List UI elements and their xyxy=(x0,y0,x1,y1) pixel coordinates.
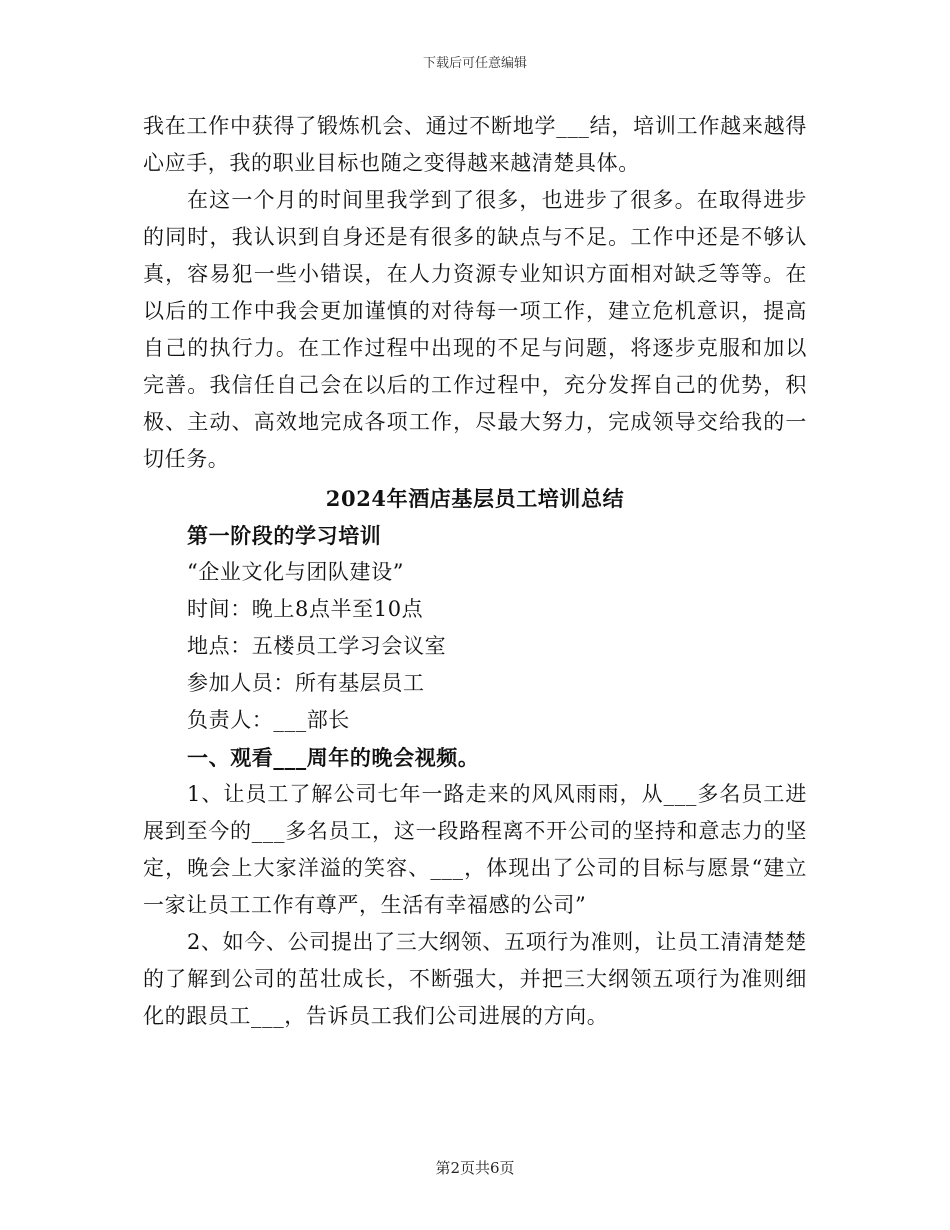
paragraph-1-line-1: 我在工作中获得了锻炼机会、通过不断地学___结，培训工作越来越得 xyxy=(143,114,807,138)
paragraph-2-line-7: 极、主动、高效地完成各项工作，尽最大努力，完成领导交给我的一 xyxy=(143,410,807,434)
training-place: 地点：五楼员工学习会议室 xyxy=(187,634,447,658)
item-2-line-1: 2、如今、公司提出了三大纲领、五项行为准则，让员工清清楚楚 xyxy=(187,930,807,954)
training-time: 时间：晚上8点半至10点 xyxy=(187,597,424,621)
item-2-line-2: 的了解到公司的茁壮成长，不断强大，并把三大纲领五项行为准则细 xyxy=(143,967,807,991)
training-theme: “企业文化与团队建设” xyxy=(187,560,405,584)
document-body xyxy=(143,108,807,1035)
item-1-line-1: 1、让员工了解公司七年一路走来的风风雨雨，从___多名员工进 xyxy=(187,782,807,806)
paragraph-2-line-2: 的同时，我认识到自身还是有很多的缺点与不足。工作中还是不够认 xyxy=(143,225,807,249)
section-1-heading: 一、观看___周年的晚会视频。 xyxy=(187,745,480,770)
paragraph-2-line-1: 在这一个月的时间里我学到了很多，也进步了很多。在取得进步 xyxy=(187,188,807,212)
item-2-line-3: 化的跟员工___，告诉员工我们公司进展的方向。 xyxy=(143,1004,609,1028)
page-header: 下载后可任意编辑 xyxy=(422,56,527,71)
paragraph-1-line-2: 心应手，我的职业目标也随之变得越来越清楚具体。 xyxy=(143,151,640,175)
item-1-line-2: 展到至今的___多名员工，这一段路程离不开公司的坚持和意志力的坚 xyxy=(143,819,807,843)
document-title: 2024年酒店基层员工培训总结 xyxy=(325,486,625,511)
page-footer: 第2页共6页 xyxy=(435,1159,515,1177)
item-1-line-4: 一家让员工工作有尊严，生活有幸福感的公司” xyxy=(143,893,587,917)
paragraph-2-line-8: 切任务。 xyxy=(143,447,230,471)
paragraph-2-line-4: 以后的工作中我会更加谨慎的对待每一项工作，建立危机意识，提高 xyxy=(143,299,807,323)
paragraph-2-line-5: 自己的执行力。在工作过程中出现的不足与问题，将逐步克服和加以 xyxy=(143,336,807,360)
training-participants: 参加人员：所有基层员工 xyxy=(187,671,425,695)
paragraph-2-line-6: 完善。我信任自己会在以后的工作过程中，充分发挥自己的优势，积 xyxy=(143,373,807,397)
stage-heading: 第一阶段的学习培训 xyxy=(187,523,382,548)
training-owner: 负责人：___部长 xyxy=(187,708,350,732)
paragraph-2-line-3: 真，容易犯一些小错误，在人力资源专业知识方面相对缺乏等等。在 xyxy=(143,262,807,286)
item-1-line-3: 定，晚会上大家洋溢的笑容、___，体现出了公司的目标与愿景“建立 xyxy=(143,856,807,880)
